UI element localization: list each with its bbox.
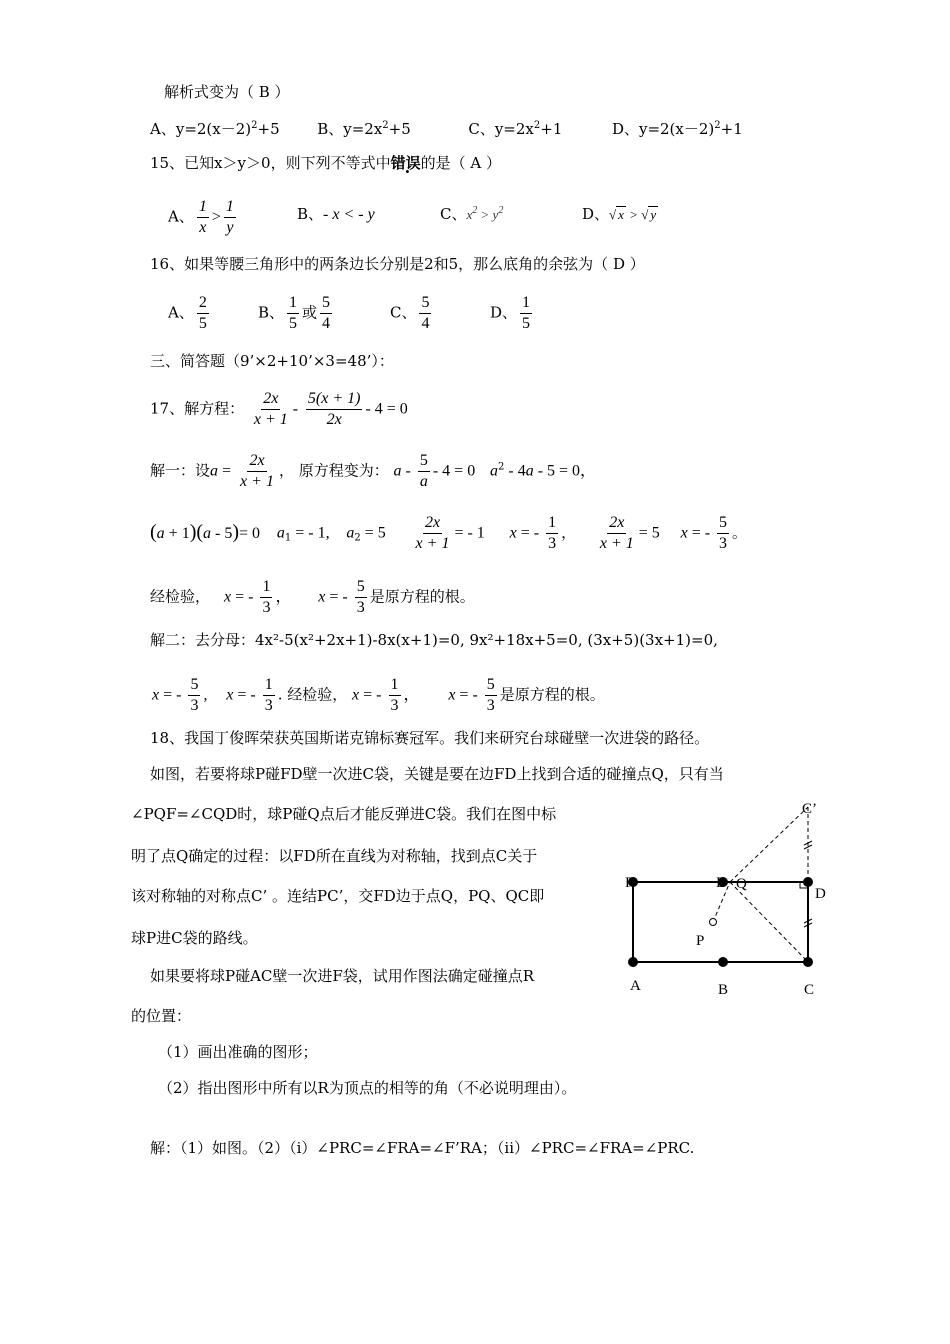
- q17-solution-2-roots: x = - $\frac{5}{3}$ , x = - $\frac{1}{3}$ . 经检验， x = - $\frac{1}{3}$ ， x = - $\frac{5}{3}$ 是原方程的根。: [152, 676, 605, 714]
- q17-solution-1-roots: (a + 1)(a - 5)= 0 $a_1$ = - 1, $a_2 = 5$ $\frac{2x}{x + 1}$ = - 1 x = - $\frac{1}{3}$ ， $\frac{2x}{x + 1}$ = 5 x = - $\frac{5}{3}$ 。: [150, 514, 748, 552]
- q14-option-a: A、$y=2(x-2)^2+5$: [150, 120, 280, 138]
- label-e: E: [716, 875, 726, 891]
- dashed-line-qc-prime: [730, 807, 808, 882]
- q14-option-b: B、$y=2x^2+5$: [317, 120, 411, 138]
- q18-para1-line2: ∠PQF=∠CQD时，球P碰Q点后才能反弹进C袋。我们在图中标: [131, 805, 557, 823]
- label-b: B: [718, 982, 729, 998]
- ball-p: [710, 919, 717, 926]
- label-a: A: [630, 978, 641, 994]
- q17-check-1: 经检验， x = - $\frac{1}{3}$ ， x = - $\frac{5}{3}$ 是原方程的根。: [150, 578, 475, 616]
- q18-para1-line1: 如图，若要将球P碰FD壁一次进C袋，关键是要在边FD上找到合适的碰撞点Q，只有当: [150, 765, 724, 783]
- pocket-a: [628, 957, 638, 967]
- q17-solution-2: 解二：去分母：4x²-5(x²+2x+1)-8x(x+1)=0, 9x²+18x+5=0, (3x+5)(3x+1)=0,: [150, 631, 718, 649]
- q18-para1-line5: 球P进C袋的路线。: [131, 929, 258, 947]
- q18-para1-line4: 该对称轴的对称点C’ 。连结PC’，交FD边于点Q，PQ、QC即: [131, 887, 545, 905]
- pocket-b: [718, 957, 728, 967]
- q16-stem: 16、如果等腰三角形中的两条边长分别是2和5，那么底角的余弦为（ D ）: [150, 255, 645, 273]
- label-f: F: [625, 875, 634, 891]
- emphasis-wrong: 错误: [390, 154, 421, 172]
- billiard-figure: [610, 795, 830, 1005]
- q18-answer: 解：（1）如图。（2）（i）∠PRC=∠FRA=∠F’RA；（ii）∠PRC=∠FRA=∠PRC.: [150, 1139, 695, 1157]
- section-3-title: 三、简答题（9’×2+10’×3=48’）：: [150, 352, 394, 370]
- label-d: D: [815, 886, 826, 902]
- label-c-prime: C’: [802, 801, 817, 817]
- q16-option-a: A、 $\frac{2}{5}$: [168, 294, 207, 332]
- q18-para2-line1: 如果要将球P碰AC壁一次进F袋，试用作图法确定碰撞点R: [150, 967, 535, 985]
- q15-option-a: A、 $\frac{1}{x}$ > $\frac{1}{y}$: [168, 198, 234, 236]
- label-c: C: [804, 982, 815, 998]
- q17-solution-1: 解一：设a = $\frac{2x}{x + 1}$ ， 原方程变为： a - $\frac{5}{a}$ - 4 = 0 $a^2 - 4a - 5 = 0$，: [150, 452, 597, 490]
- q18-para2-line2: 的位置：: [131, 1007, 192, 1025]
- q15-option-c: C、$x^2 > y^2$: [440, 205, 504, 223]
- q15-option-d: D、√ x > √ y: [582, 205, 657, 223]
- q15-option-b: B、- x < - y: [297, 205, 375, 223]
- q14-options: [150, 119, 743, 139]
- q18-para1-line3: 明了点Q确定的过程：以FD所在直线为对称轴，找到点C关于: [131, 847, 538, 865]
- label-q: Q: [736, 876, 747, 892]
- q18-item-1: （1）画出准确的图形；: [158, 1043, 318, 1061]
- pocket-d: [803, 877, 813, 887]
- q14-option-d: D、$y=2(x-2)^2+1$: [611, 120, 743, 138]
- pocket-c: [803, 957, 813, 967]
- q15-stem: 15、已知x＞y＞0，则下列不等式中错误的是（ A ）: [150, 154, 501, 172]
- table-rectangle: [633, 882, 808, 962]
- q14-option-c: C、$y=2x^2+1$: [468, 120, 563, 138]
- q17-equation: 17、解方程： $\frac{2x}{x + 1}$ - $\frac{5(x + 1)}{2x}$ - 4 = 0: [150, 390, 408, 428]
- dashed-line-qc: [730, 882, 808, 962]
- q14-stem-tail: 解析式变为（ B ）: [164, 83, 290, 101]
- label-p: P: [696, 933, 705, 949]
- q16-option-c: C、 $\frac{5}{4}$: [390, 294, 430, 332]
- q18-item-2: （2）指出图形中所有以R为顶点的相等的角（不必说明理由）。: [158, 1079, 577, 1097]
- q18-stem: 18、我国丁俊晖荣获英国斯诺克锦标赛冠军。我们来研究台球碰壁一次进袋的路径。: [150, 729, 710, 747]
- q16-option-b: B、 $\frac{1}{5}$ 或 $\frac{5}{4}$: [258, 294, 331, 332]
- q16-option-d: D、 $\frac{1}{5}$: [490, 294, 531, 332]
